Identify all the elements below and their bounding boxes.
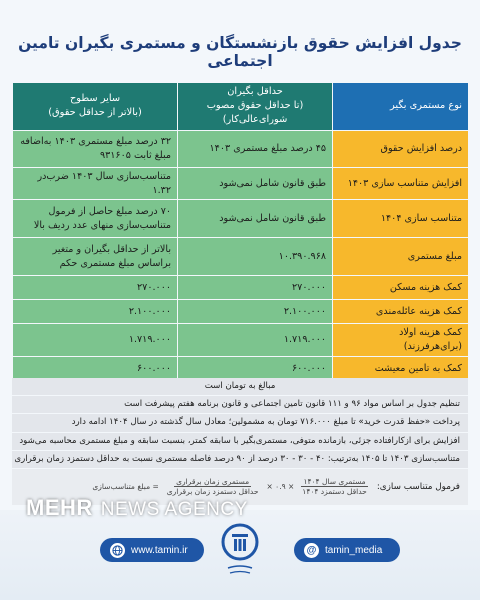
row-other-value: ۳۲ درصد مبلغ مستمری ۱۴۰۳ به‌اضافه مبلغ ثابت ۹۳۱۶۰۵ (13, 130, 178, 167)
row-other-value: ۷۰ درصد مبلغ حاصل از فرمول متناسب‌سازی منهای عدد ردیف بالا (13, 200, 178, 238)
row-minimum-value: ۲.۱۰۰.۰۰۰ (178, 300, 333, 324)
formula-right-numerator: مستمری زمان برقراری (176, 477, 250, 487)
formula-label: فرمول متناسب سازی: (376, 481, 460, 492)
row-other-value: ۱.۷۱۹.۰۰۰ (13, 324, 178, 357)
social-text: tamin_media (325, 544, 383, 556)
row-minimum-value: ۶۰۰.۰۰۰ (178, 357, 333, 381)
row-minimum-value: طبق قانون شامل نمی‌شود (178, 167, 333, 200)
formula-right-denominator: حداقل دستمزد زمان برقراری (166, 487, 259, 497)
news-agency-watermark (26, 495, 248, 521)
row-label: کمک هزینه اولاد (برای‌هرفرزند) (333, 324, 469, 357)
formula (20, 477, 369, 496)
notes-section (12, 378, 468, 505)
header-minimum (178, 83, 333, 131)
row-minimum-value: ۱.۷۱۹.۰۰۰ (178, 324, 333, 357)
row-other-value: ۲۷۰.۰۰۰ (13, 276, 178, 300)
header-type (333, 83, 469, 131)
row-label: متناسب سازی ۱۴۰۴ (333, 200, 469, 238)
note-adjustment-schedule: متناسب‌سازی ۱۴۰۳ تا ۱۴۰۵ به‌ترتیب: ۴۰ - ۳۰ - ۳۰ درصد از ۹۰ درصد فاصله مستمری نسبت به حداقل دستمزد زمان برقراری (12, 451, 468, 469)
row-other-value: متناسب‌سازی سال ۱۴۰۳ ضرب‌در ۱.۳۲ (13, 167, 178, 200)
row-label: کمک هزینه عائله‌مندی (333, 300, 469, 324)
header-minimum-subtitle: (تا حداقل حقوق مصوب شورای‌عالی‌کار) (206, 100, 304, 126)
note-unit: مبالغ به تومان است (12, 378, 468, 396)
website-link[interactable] (100, 538, 204, 562)
header-minimum-title: حداقل بگیران (227, 86, 283, 97)
formula-right-fraction (165, 477, 261, 496)
globe-icon (110, 543, 125, 558)
row-minimum-value: ۲۷۰.۰۰۰ (178, 276, 333, 300)
row-other-value: ۶۰۰.۰۰۰ (13, 357, 178, 381)
formula-operator: × ۰.۹ × (266, 482, 295, 492)
row-label: کمک به تامین معیشت (333, 357, 469, 381)
row-minimum-value: ۴۵ درصد مبلغ مستمری ۱۴۰۳ (178, 130, 333, 167)
row-other-value: ۲.۱۰۰.۰۰۰ (13, 300, 178, 324)
header-other-title: سایر سطوح (69, 93, 121, 105)
watermark-brand: MEHR (26, 495, 93, 520)
row-label: درصد افزایش حقوق (333, 130, 469, 167)
formula-left-numerator: مستمری سال ۱۴۰۴ (303, 477, 366, 487)
social-link[interactable] (294, 538, 400, 562)
formula-left-denominator: حداقل دستمزد ۱۴۰۴ (302, 487, 367, 497)
table-header-row (13, 83, 469, 131)
row-other-value: بالاتر از حداقل بگیران و متغیر براساس مبلغ مستمری حکم (13, 238, 178, 276)
row-label: کمک هزینه مسکن (333, 276, 469, 300)
formula-left-fraction (300, 477, 369, 496)
formula-result: = مبلغ متناسب‌سازی (92, 482, 159, 492)
table-row (13, 130, 469, 167)
table-row (13, 167, 469, 200)
header-other-levels (13, 83, 178, 131)
table-row (13, 324, 469, 357)
at-icon: @ (304, 543, 319, 558)
table-row (13, 276, 469, 300)
tamin-logo (220, 520, 260, 580)
note-purchasing-power: پرداخت «حفظ قدرت خرید» تا مبلغ ۷۱۶.۰۰۰ تومان به مشمولین؛ معادل سال گذشته در سال ۱۴۰۴ ادامه دارد (12, 414, 468, 432)
website-text: www.tamin.ir (131, 544, 188, 556)
watermark-agency: NEWS AGENCY (100, 499, 248, 520)
table-row (13, 200, 469, 238)
note-law: تنظیم جدول بر اساس مواد ۹۶ و ۱۱۱ قانون تامین اجتماعی و قانون برنامه هفتم پیشرفت است (12, 396, 468, 414)
header-type-label: نوع مستمری بگیر (389, 100, 462, 112)
page-title: جدول افزایش حقوق بازنشستگان و مستمری بگیران تامین اجتماعی (18, 34, 462, 70)
row-label: افزایش متناسب سازی ۱۴۰۳ (333, 167, 469, 200)
row-minimum-value: طبق قانون شامل نمی‌شود (178, 200, 333, 238)
row-minimum-value: ۱۰.۳۹۰.۹۶۸ (178, 238, 333, 276)
note-partial-disability: افزایش برای ازکارافتاده جزئی، بازمانده متوفی، مستمری‌بگیر با سابقه کمتر، بنسبت سابقه و مبلغ مستمری محاسبه می‌شود (12, 433, 468, 451)
table-row (13, 300, 469, 324)
header-other-subtitle: (بالاتر از حداقل حقوق) (48, 107, 142, 119)
table-row (13, 238, 469, 276)
pension-table (12, 82, 469, 381)
row-label: مبلغ مستمری (333, 238, 469, 276)
